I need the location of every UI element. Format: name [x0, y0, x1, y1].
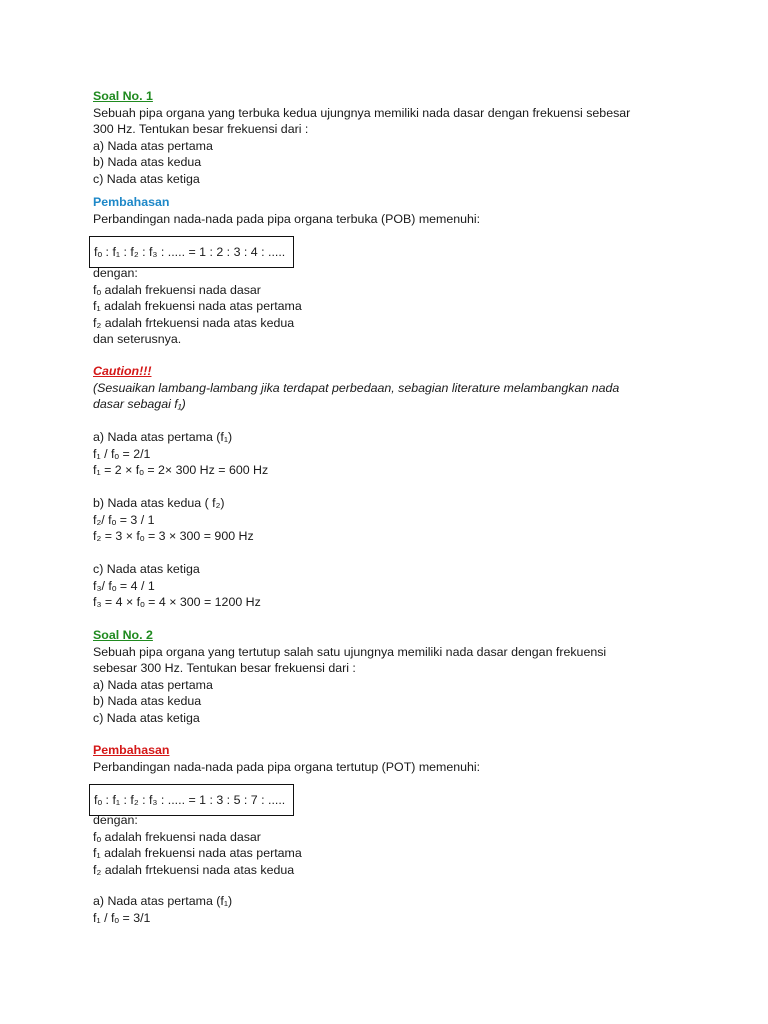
- answer-2a: [93, 893, 708, 926]
- answer-line: f₃/ fₒ = 4 / 1: [93, 578, 155, 593]
- ratio-box-1-wrap: [93, 236, 708, 268]
- soal-2-section: [93, 627, 708, 726]
- caution-line: dasar sebagai f₁): [93, 397, 186, 411]
- answer-line: a) Nada atas pertama (f₁): [93, 894, 233, 908]
- soal-1-option-c: c) Nada atas ketiga: [93, 171, 200, 186]
- definition-line: f₂ adalah frtekuensi nada atas kedua: [93, 315, 295, 330]
- answer-line: f₃ = 4 × fₒ = 4 × 300 = 1200 Hz: [93, 595, 261, 609]
- answer-line: f₁ / fₒ = 3/1: [93, 910, 151, 925]
- definition-line: dengan:: [93, 266, 138, 280]
- definition-line: f₂ adalah frtekuensi nada atas kedua: [93, 862, 295, 877]
- definition-line: fₒ adalah frekuensi nada dasar: [93, 829, 261, 844]
- soal-1-option-a: a) Nada atas pertama: [93, 138, 213, 153]
- caution-heading: Caution!!!: [93, 364, 152, 378]
- answer-line: f₁ / fₒ = 2/1: [93, 446, 151, 461]
- pembahasan-1-heading: Pembahasan: [93, 195, 170, 209]
- answer-line: f₂ = 3 × fₒ = 3 × 300 = 900 Hz: [93, 529, 254, 543]
- answer-1a: [93, 429, 708, 479]
- answer-1b: [93, 495, 708, 545]
- soal-2-option-a: a) Nada atas pertama: [93, 677, 213, 692]
- ratio-box-2: fₒ : f₁ : f₂ : f₃ : ..... = 1 : 3 : 5 : 7 : .....: [89, 784, 294, 816]
- definition-line: f₁ adalah frekuensi nada atas pertama: [93, 299, 302, 313]
- soal-2-heading: Soal No. 2: [93, 628, 153, 642]
- soal-1-question-line: 300 Hz. Tentukan besar frekuensi dari :: [93, 122, 309, 136]
- definition-line: f₁ adalah frekuensi nada atas pertama: [93, 846, 302, 860]
- caution-line: (Sesuaikan lambang-lambang jika terdapat perbedaan, sebagian literature melambangkan nada: [93, 380, 620, 395]
- definition-line: dan seterusnya.: [93, 332, 182, 346]
- soal-1-section: [93, 88, 708, 187]
- pembahasan-2-heading: Pembahasan: [93, 743, 170, 757]
- definition-line: dengan:: [93, 813, 138, 827]
- pembahasan-2-intro: Perbandingan nada-nada pada pipa organa tertutup (POT) memenuhi:: [93, 759, 481, 774]
- answer-line: f₂/ fₒ = 3 / 1: [93, 512, 155, 527]
- soal-1-heading: Soal No. 1: [93, 89, 153, 103]
- answer-line: f₁ = 2 × fₒ = 2× 300 Hz = 600 Hz: [93, 463, 269, 477]
- soal-2-option-c: c) Nada atas ketiga: [93, 710, 200, 725]
- answer-line: a) Nada atas pertama (f₁): [93, 430, 233, 444]
- soal-2-question-line: Sebuah pipa organa yang tertutup salah satu ujungnya memiliki nada dasar dengan frekuensi: [93, 644, 607, 659]
- answer-1c: [93, 561, 708, 611]
- soal-2-pembahasan: [93, 742, 708, 775]
- soal-2-question-line: sebesar 300 Hz. Tentukan besar frekuensi dari :: [93, 661, 356, 675]
- caution-section: [93, 363, 708, 413]
- soal-1-pembahasan: [93, 194, 708, 227]
- answer-line: c) Nada atas ketiga: [93, 562, 200, 576]
- soal-1-question-line: Sebuah pipa organa yang terbuka kedua ujungnya memiliki nada dasar dengan frekuensi sebesar: [93, 105, 631, 120]
- definition-line: fₒ adalah frekuensi nada dasar: [93, 282, 261, 297]
- definitions-1: [93, 265, 708, 348]
- answer-line: b) Nada atas kedua ( f₂): [93, 496, 225, 510]
- definitions-2: [93, 812, 708, 878]
- soal-1-option-b: b) Nada atas kedua: [93, 155, 202, 169]
- soal-2-option-b: b) Nada atas kedua: [93, 694, 202, 708]
- ratio-box-1: fₒ : f₁ : f₂ : f₃ : ..... = 1 : 2 : 3 : 4 : .....: [89, 236, 294, 268]
- pembahasan-1-intro: Perbandingan nada-nada pada pipa organa terbuka (POB) memenuhi:: [93, 211, 481, 226]
